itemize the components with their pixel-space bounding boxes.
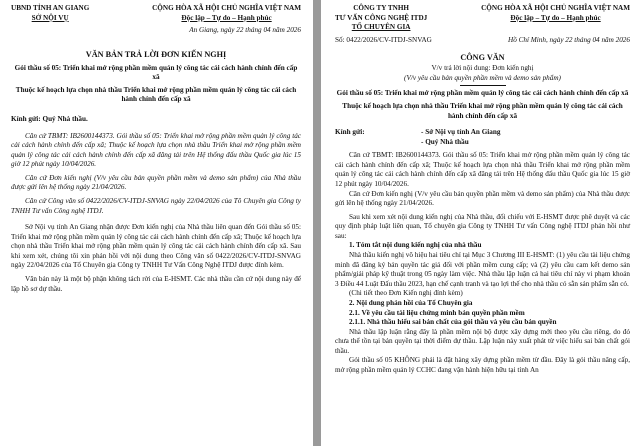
left-addressee: Kính gửi: Quý Nhà thầu.: [11, 114, 88, 123]
right-motto: Độc lập – Tự do – Hạnh phúc: [510, 13, 601, 22]
right-heading-2-1: 2.1. Về yêu cầu tài liệu chứng minh bản quyền phần mềm: [349, 308, 525, 317]
right-subject-plan: Thuộc kế hoạch lựa chọn nhà thầu Triển khai mở rộng phần mềm quản lý công tác cải cách hành chính đến cấp xã: [342, 101, 623, 120]
right-addressee-1: - Sở Nội vụ tỉnh An Giang: [421, 128, 501, 137]
right-subject-package: Gói thầu số 05: Triển khai mở rộng phần mềm quản lý công tác cải cách hành chính đến cấp xã: [336, 89, 629, 98]
right-para-basis-tbmt: Căn cứ TBMT: IB2600144373. Gói thầu số 05: Triển khai mở rộng phần mềm quản lý công tác cải cách hành chính đến cấp xã; Thuộc kế hoạch lựa chọn nhà thầu Triển khai mở rộng phần mềm quản lý công tác cải cách hành chính đến cấp xã đăng tải trên Hệ thống đấu thầu Quốc gia lúc 15 giờ 12 phút ngày 10/04/2026.: [335, 151, 630, 188]
right-para-summary: Nhà thầu kiến nghị vô hiệu hai tiêu chí tại Mục 3 Chương III E-HSMT: (1) yêu cầu tài liệu chứng minh đã đăng ký bản quyền tác giả đối với phần mềm cung cấp; và (2) yêu cầu cam kết demo sản phẩm/giải pháp kỹ thuật trong 05 ngày làm việc. Nhà thầu lập luận cả hai tiêu chí này vi phạm khoản 3 Điều 44 Luật Đấu thầu 2023, hạn chế cạnh tranh và tạo lợi thế cho nhà thầu có sẵn sản phẩm sẵn có.: [335, 251, 630, 288]
right-ref-detail: (V/v yêu cầu bản quyền phần mềm và demo sản phẩm): [404, 73, 561, 82]
right-para-attachment-note: (Chi tiết theo Đơn Kiến nghị đính kèm): [349, 289, 463, 298]
right-document-page: [321, 0, 640, 446]
right-addressee-label: Kính gửi:: [335, 128, 365, 137]
right-org-line2: TƯ VẤN CÔNG NGHỆ ITDJ: [335, 13, 428, 22]
right-title-divider: [460, 85, 506, 86]
left-subject-plan: Thuộc kế hoạch lựa chọn nhà thầu Triển khai mở rộng phần mềm quản lý công tác cải cách hành chính đến cấp xã: [15, 85, 297, 104]
left-para-note: Văn bản này là một bộ phận không tách rời của E-HSMT. Các nhà thầu cần cứ nội dung này để lập hồ sơ dự thầu.: [11, 275, 301, 293]
right-nation-title: CỘNG HÒA XÃ HỘI CHỦ NGHĨA VIỆT NAM: [481, 4, 630, 12]
right-addressee-2: - Quý Nhà thầu: [421, 137, 469, 146]
right-header: [335, 4, 630, 33]
left-issuer-block: [11, 4, 89, 23]
right-para-basis-petition: Căn cứ Đơn kiến nghị (V/v yêu cầu bản quyền phần mềm và demo sản phẩm) của Nhà thầu được gửi lên hệ thống ngày 21/04/2026.: [335, 189, 630, 208]
right-para-package-nature: Gói thầu số 05 KHÔNG phải là đặt hàng xây dựng phần mềm từ đầu. Đây là gói thầu nâng cấp, mở rộng phần mềm quản lý CCHC đang vận hành hiện hữu tại tỉnh An: [335, 356, 630, 374]
right-para-argument: Nhà thầu lập luận rằng đây là phần mềm nội bộ được xây dựng mới theo yêu cầu riêng, do đó chưa thể tồn tại bản quyền tại thời điểm dự thầu. Lập luận này xuất phát từ việc hiểu sai bản chất gói thầu.: [335, 327, 630, 355]
right-heading-2: 2. Nội dung phản hồi của Tổ Chuyên gia: [349, 298, 473, 307]
right-issuer-block: [335, 4, 427, 33]
left-org-name: UBND TỈNH AN GIANG: [11, 4, 90, 12]
left-dept-name: SỞ NỘI VỤ: [31, 13, 69, 22]
left-date: An Giang, ngày 22 tháng 04 năm 2026: [189, 26, 301, 35]
right-ref-line: V/v trả lời nội dung: Đơn kiến nghị: [431, 64, 534, 73]
right-org-line3: TỔ CHUYÊN GIA: [351, 23, 411, 32]
right-para-intro: Sau khi xem xét nội dung kiến nghị của Nhà thầu, đối chiếu với E-HSMT được phê duyệt và các quy định pháp luật liên quan, Tổ chuyên gia Công ty TNHH Tư vấn Công nghệ ITDJ phản hồi như sau:: [335, 212, 630, 240]
right-heading-1: 1. Tóm tắt nội dung kiến nghị của nhà thầu: [349, 241, 482, 250]
right-addressee-row-1: [335, 128, 630, 138]
left-nation-title: CỘNG HÒA XÃ HỘI CHỦ NGHĨA VIỆT NAM: [152, 4, 301, 12]
left-doc-title: VĂN BẢN TRẢ LỜI ĐƠN KIẾN NGHỊ: [85, 49, 227, 59]
left-document-page: [0, 0, 313, 446]
left-para-response: Sở Nội vụ tỉnh An Giang nhận được Đơn kiến nghị của Nhà thầu liên quan đến Gói thầu số 05: Triển khai mở rộng phần mềm quản lý công tác cải cách hành chính đến cấp xã; Thuộc kế hoạch lựa chọn nhà thầu Triển khai mở rộng phần mềm quản lý công tác cải cách hành chính đến cấp xã. Sau khi xem xét, chúng tôi xin phản hồi với nội dung theo Công văn số 0422/2026/CV-ITDJ-SNVAG ngày 22/04/2026 của Tổ Chuyên gia Công ty TNHH Tư Vấn Công Nghệ ITDJ được đính kèm.: [11, 223, 301, 270]
left-para-basis-petition: Căn cứ Đơn kiến nghị (V/v yêu cầu bản quyền phần mềm và demo sản phẩm) của Nhà thầu được gửi lên hệ thống ngày 21/04/2026.: [11, 173, 301, 192]
right-doc-number: Số: 0422/2026/CV-ITDJ-SNVAG: [335, 35, 432, 44]
right-org-line1: CÔNG TY TNHH: [353, 4, 410, 12]
right-heading-2-1-1: 2.1.1. Nhà thầu hiểu sai bản chất của gói thầu và yêu cầu bản quyền: [349, 318, 557, 327]
left-para-basis-tbmt: Căn cứ TBMT: IB2600144373. Gói thầu số 05: Triển khai mở rộng phần mềm quản lý công tác cải cách hành chính đến cấp xã; Thuộc kế hoạch lựa chọn nhà thầu Triển khai mở rộng phần mềm quản lý công tác cải cách hành chính đến cấp xã đăng tải trên Hệ thống đấu thầu Quốc gia lúc 15 giờ 12 phút ngày 10/04/2026.: [11, 131, 301, 169]
right-addressee-row-2: [335, 138, 630, 148]
right-nation-block: [481, 4, 630, 23]
left-subject-package: Gói thầu số 05: Triển khai mở rộng phần mềm quản lý công tác cải cách hành chính đến cấp xã: [14, 63, 298, 82]
left-header: [11, 4, 301, 23]
left-motto: Độc lập – Tự do – Hạnh phúc: [181, 13, 272, 22]
left-para-basis-letter: Căn cứ Công văn số 0422/2026/CV-ITDJ-SNVAG ngày 22/04/2026 của Tô Chuyên gia Công ty TNHH Tư vấn Công nghệ ITDJ.: [11, 197, 301, 215]
left-nation-block: [152, 4, 301, 23]
right-date: Hồ Chí Minh, ngày 22 tháng 04 năm 2026: [508, 35, 630, 44]
right-number-date-row: [335, 36, 630, 46]
right-doc-title: CÔNG VĂN: [460, 53, 505, 63]
